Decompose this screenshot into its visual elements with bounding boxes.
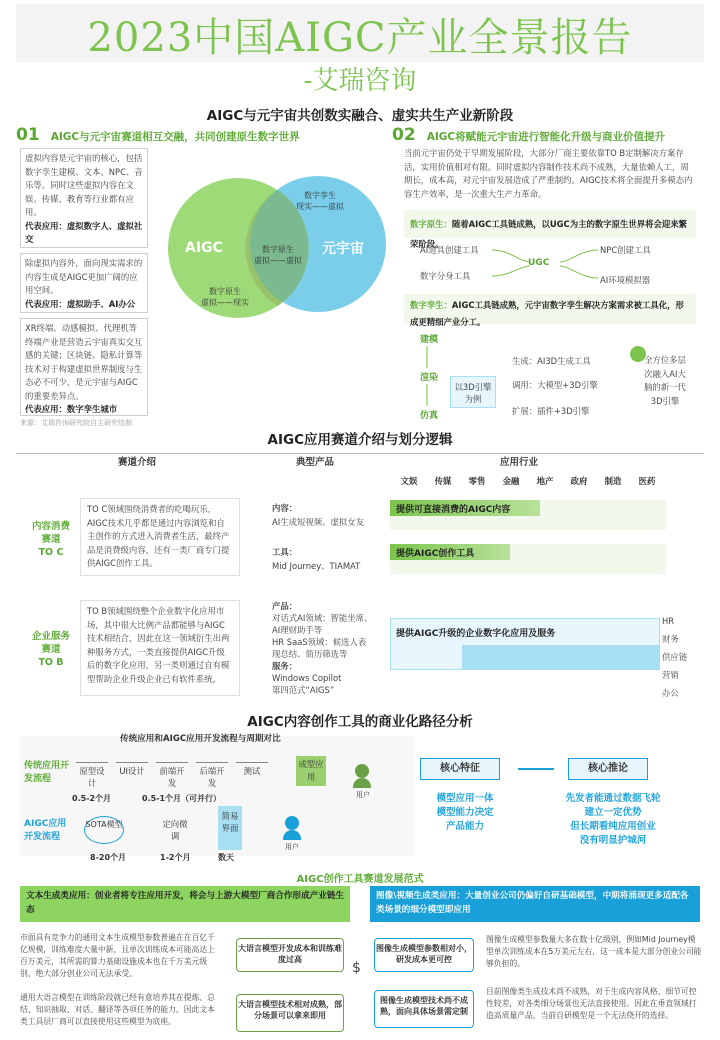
aigc-finetune: 定向微调	[162, 819, 188, 841]
toc-product-content: 内容： AI生成短视频、虚拟女友	[272, 503, 364, 527]
aigc-time3: 数天	[218, 853, 234, 862]
section2-heading: AIGC应用赛道介绍与划分逻辑	[267, 432, 453, 448]
tob-bar-label: 提供AIGC升级的企业数字化应用及服务	[396, 629, 556, 639]
box3-representative: 代表应用：数字孪生城市	[25, 404, 118, 414]
industry-2: 零售	[468, 476, 486, 486]
toc-label: 内容消费 赛道 TO C	[31, 521, 70, 558]
stage-arrow-2	[426, 384, 428, 406]
box1-representative: 代表应用：虚拟数字人、虚拟社交	[25, 220, 143, 244]
engine-result: 全方位多层次融入AI大脑的新一代3D引擎	[644, 355, 686, 406]
stage-rendering: 渲染	[420, 373, 439, 383]
text-app-para2: 通用大语言模型在训练阶段就已经有意培养其在提炼、总结、知识抽取、对话、翻译等各项任务的能力，因此文本类工具层厂商可以直接使用这些模型为底座。	[20, 993, 215, 1026]
image-app-box1: 图像生成模型参数相对小，研发成本更可控	[374, 938, 474, 972]
terminal-industry-box	[20, 318, 148, 416]
tob-description: TO B领域围绕整个企业数字化应用市场，其中很大比例产品都能够与AIGC技术相结合，因此在这一领域衍生出两种服务方式，一类直接提供AIGC升级后的数字化应用，另一类则通过自有模型帮助企业升级企业已有软件系统。	[80, 600, 240, 696]
ugc-label: UGC	[528, 258, 550, 268]
image-app-box2: 图像生成模型技术尚不成熟，面向具体场景需定制	[374, 990, 474, 1028]
engine-box: 以3D引擎为例	[450, 376, 496, 408]
row-extend: 扩展：插件+3D引擎	[512, 406, 590, 416]
trad-steps	[76, 762, 268, 790]
trad-step-4: 测试	[236, 762, 268, 790]
row-invoke: 调用：大模型+3D引擎	[512, 380, 598, 390]
box3-text: XR终端、动感模拟、代理机等终端产业是营造云宇宙真实交互感的关键；区块链、隐私计算等技术对于构建虚拟世界制度与生态必不可少，是元宇宙与AIGC的重要差异点。	[25, 323, 143, 401]
core-inference-text: 先发者能通过数据飞轮 建立一定优势 但长期看纯应用创业 没有明显护城河	[565, 793, 661, 846]
core-feature-text: 模型应用一体 模型能力决定 产品能力	[436, 793, 494, 832]
trad-step-3: 后端开发	[196, 762, 228, 790]
box2-text: 除虚拟内容外，面向现实需求的内容生成是AIGC更加广阔的应用空间。	[25, 258, 143, 295]
box1-text: 虚拟内容是元宇宙的核心，包括数字孪生建模、文本、NPC、音乐等。同时这些虚拟内容在文娱、传媒、教育等行业都有应用。	[25, 153, 143, 217]
tob-label: 企业服务 赛道 TO B	[31, 631, 70, 668]
left-panel-heading	[16, 125, 376, 145]
native-box: 数字原生：随着AIGC工具链成熟，以UGC为主的数字原生世界将会迎来繁荣阶段。	[404, 210, 696, 238]
text-app-box2: 大语言模型技术相对成熟，部分场景可以拿来即用	[236, 994, 344, 1032]
trad-step-1: UI设计	[116, 762, 148, 790]
ugc-connectors	[480, 246, 610, 282]
image-app-para1: 图像生成模型参数量大多在数十亿级别，例如Mid Journey模型单次训练成本在5万美元左右，这一成本是大部分创业公司能够负担的。	[486, 935, 702, 968]
right-panel-title: AIGC将赋能元宇宙进行智能化升级与商业价值提升	[426, 131, 666, 143]
tob-function-1: 财务	[662, 634, 679, 644]
tool-ai-props: AI道具创建工具	[420, 245, 479, 255]
toc-bar2: 提供AIGC创作工具	[390, 544, 510, 560]
tool-env-sim: AI环境模拟器	[600, 275, 651, 285]
trad-step-2: 前端开发	[156, 762, 188, 790]
trad-step-0: 原型设计	[76, 762, 108, 790]
source-note: 来源：艾瑞咨询研究院自主研究绘制	[20, 419, 132, 427]
text-app-box1: 大语言模型开发成本和训练难度过高	[236, 938, 344, 972]
col-product: 典型产品	[296, 457, 335, 468]
trad-time2: 0.5-1个月（可并行）	[142, 794, 222, 803]
section4-heading: AIGC创作工具赛道发展范式	[296, 874, 424, 885]
left-panel-title: AIGC与元宇宙赛道相互交融，共同创建原生数字世界	[50, 131, 300, 143]
section1-heading: AIGC与元宇宙共创数实融合、虚实共生产业新阶段	[206, 108, 514, 124]
report-title: 2023中国AIGC产业全景报告	[87, 15, 633, 61]
industry-header-row	[392, 475, 664, 491]
trad-user-label: 用户	[356, 791, 370, 799]
aigc-time1: 8-20个月	[90, 853, 127, 862]
tool-npc: NPC创建工具	[600, 245, 651, 255]
core-inference-box: 核心推论	[568, 758, 648, 780]
section3-heading: AIGC内容创作工具的商业化路径分析	[247, 714, 473, 730]
twin-box: 数字孪生：AIGC工具链成熟，元宇宙数字孪生解决方案需求被工具化，形成更精细产业分工。	[404, 294, 696, 324]
right-intro: 当前元宇宙仍处于早期发展阶段，大部分厂商主要依靠TO B定制解决方案存活，实用价值相对有限。同时虚拟内容制作技术尚不成熟，大量依赖人工，周期长，成本高，对元宇宙发展造成了严重制约。AIGC技术将全面提升多模态内容生产效率，是一次重大生产力革命。	[404, 148, 693, 199]
real-content-box	[20, 253, 148, 313]
dollar-icon: $	[352, 960, 361, 976]
core-feature-box: 核心特征	[420, 758, 500, 780]
col-track: 赛道介绍	[118, 457, 157, 468]
venn-native-real-label: 数字原生 虚拟——现实	[201, 287, 249, 307]
flow-title: 传统应用和AIGC应用开发流程与周期对比	[120, 734, 281, 744]
tob-function-0: HR	[662, 616, 675, 626]
industry-3: 金融	[502, 476, 520, 486]
image-app-header: 图像\视频生成类应用：大量创业公司仍偏好自研基础模型，中期将涌现更多适配各类场景的细分模型即应用	[370, 886, 700, 922]
row-generate: 生成：AI3D生成工具	[512, 356, 591, 366]
venn-twin-label: 数字孪生 现实——虚拟	[296, 191, 344, 211]
image-app-para2: 目前图像类生成技术尚不成熟，对于生成内容风格、细节可控性较差，对各类细分场景也无法直接使用。因此在垂直领域打造高质量产品，当前自研模型是一个无法绕开的选择。	[486, 987, 697, 1020]
aigc-time2: 1-2个月	[160, 853, 191, 862]
text-app-header: 文本生成类应用：创业者将专注应用开发，将会与上游大模型厂商合作形成产业链生态	[20, 886, 350, 922]
trad-time1: 0.5-2个月	[72, 794, 112, 803]
right-panel-number: 02	[392, 125, 416, 145]
report-subtitle: -艾瑞咨询	[303, 66, 417, 96]
box2-representative: 代表应用：虚拟助手、AI办公	[25, 298, 136, 309]
stage-arrow-1	[426, 346, 428, 368]
trad-output: 成型应用	[296, 756, 326, 786]
tool-avatar: 数字分身工具	[420, 271, 471, 281]
stage-simulation: 仿真	[420, 411, 439, 421]
aigc-user-icon	[285, 816, 299, 830]
metaverse-content-box	[20, 148, 148, 248]
industry-7: 医药	[638, 476, 656, 486]
industry-0: 文娱	[400, 476, 418, 486]
aigc-label: AIGC应用开发流程	[24, 819, 67, 842]
venn-metaverse-label: 元宇宙	[322, 241, 364, 257]
stage-modeling: 建模	[420, 335, 439, 345]
col-industry: 应用行业	[500, 457, 539, 468]
tob-function-2: 供应链	[662, 652, 688, 662]
tob-function-3: 营销	[662, 670, 679, 680]
toc-product-tools: 工具： Mid Journey、TIAMAT	[272, 547, 361, 571]
toc-bar1: 提供可直接消费的AIGC内容	[390, 500, 540, 516]
venn-native-label: 数字原生 虚拟——虚拟	[254, 245, 302, 265]
tob-functions	[662, 612, 702, 702]
aigc-ui: 简易界面	[218, 806, 242, 850]
right-panel-heading	[392, 125, 712, 145]
industry-1: 传媒	[434, 476, 452, 486]
venn-aigc-label: AIGC	[185, 240, 223, 256]
toc-description: TO C领域围绕消费者的吃喝玩乐，AIGC技术几乎都是通过内容浏览和自主创作的方式进入消费者生活，最终产品是消费级内容，还有一类厂商专门提供AIGC创作工具。	[80, 498, 240, 576]
industry-4: 地产	[536, 476, 554, 486]
tob-products: 产品： 对话式AI领域：智能坐席、 AI理财助手等 HR SaaS领域：候选人表 现总结、简历筛选等 服务： Windows Copilot 第四范式“AIGS”	[272, 601, 373, 695]
trad-label: 传统应用开发流程	[24, 761, 70, 784]
tob-bar-fill	[462, 645, 660, 669]
tob-function-4: 办公	[662, 688, 679, 698]
text-app-para1: 市面具有竞争力的通用文本生成模型参数普遍在在百亿千亿规模，训练难度大量中新，且单次训练成本可能高达上百万美元，其所需的算力基础设施成本也在千万美元级别，绝大部分创业公司无法承受。	[20, 933, 215, 978]
industry-6: 制造	[604, 476, 622, 486]
user-icon	[355, 764, 369, 778]
aigc-user-label: 用户	[285, 843, 299, 851]
industry-5: 政府	[570, 476, 588, 486]
left-panel-number: 01	[16, 125, 40, 145]
feature-arrow	[518, 768, 554, 770]
aigc-sota: SOTA模型	[84, 816, 124, 844]
